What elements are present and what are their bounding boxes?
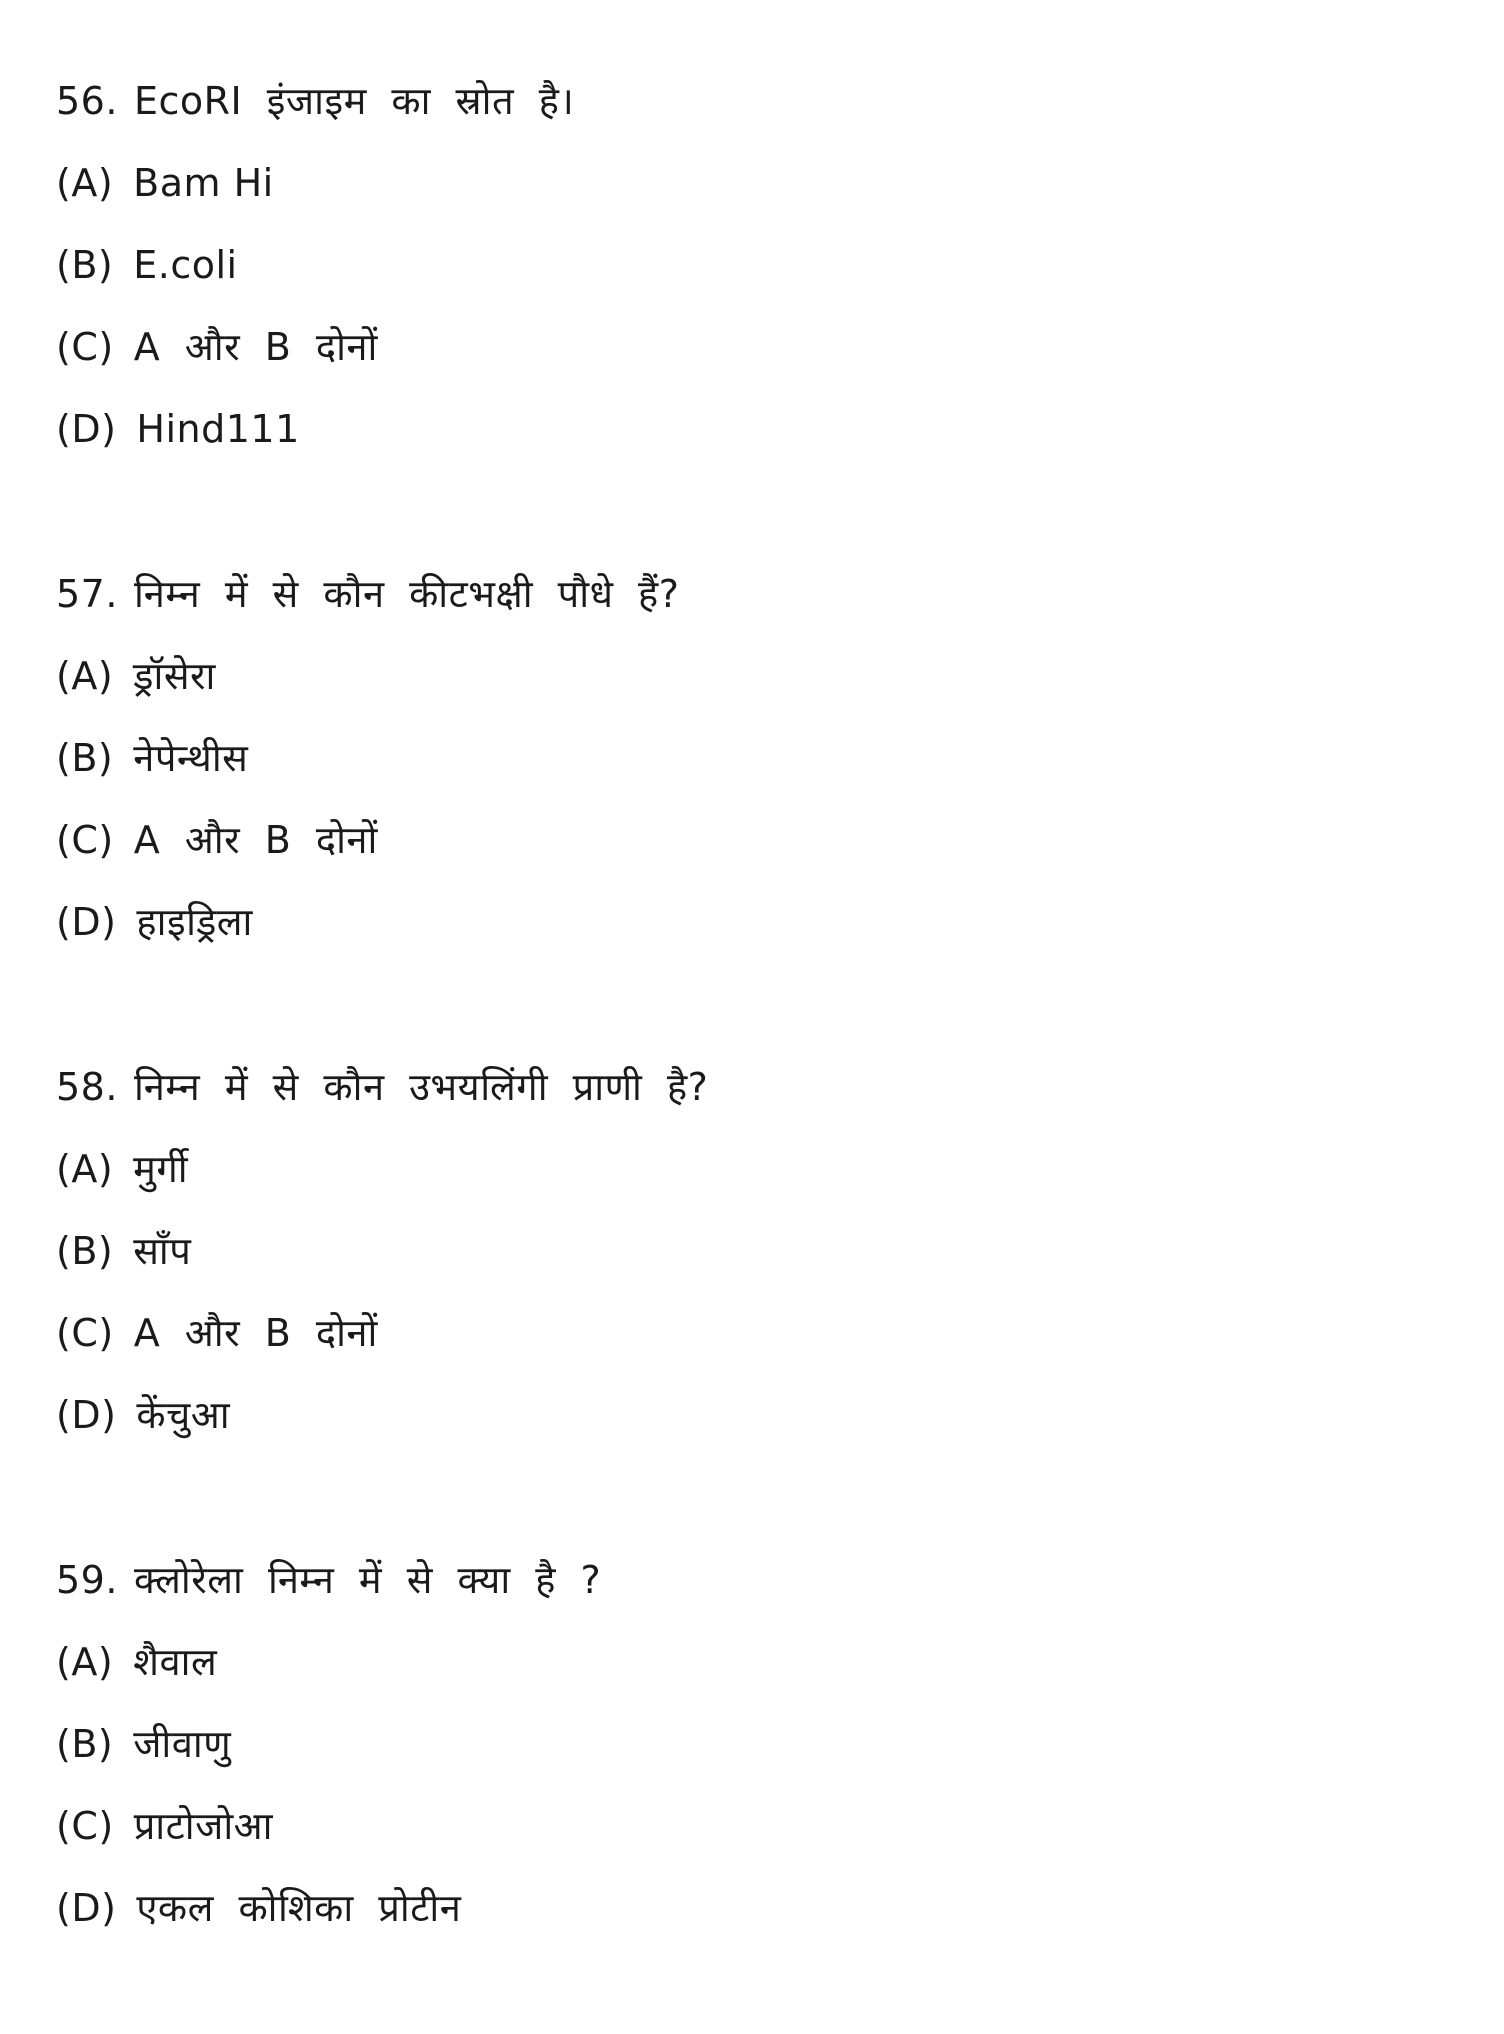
option-b	[56, 717, 1436, 799]
option-label: (D)	[56, 1393, 117, 1437]
option-text: Bam Hi	[133, 161, 274, 205]
question-56	[56, 60, 1436, 470]
option-text: A और B दोनों	[133, 1311, 378, 1355]
option-label: (A)	[56, 1147, 114, 1191]
question-text: निम्न में से कौन कीटभक्षी पौधे हैं?	[133, 572, 680, 616]
option-text: मुर्गी	[133, 1147, 189, 1191]
question-number: 56.	[56, 79, 118, 123]
option-b	[56, 224, 1436, 306]
question-text: क्लोरेला निम्न में से क्या है ?	[133, 1558, 602, 1602]
option-label: (A)	[56, 654, 114, 698]
option-a	[56, 142, 1436, 224]
option-text: नेपेन्थीस	[133, 736, 249, 780]
option-b	[56, 1210, 1436, 1292]
option-label: (B)	[56, 243, 114, 287]
option-a	[56, 635, 1436, 717]
question-number: 58.	[56, 1065, 118, 1109]
option-text: साँप	[133, 1229, 192, 1273]
option-text: प्राटोजोआ	[133, 1804, 274, 1848]
option-text: A और B दोनों	[133, 325, 378, 369]
question-text-line	[56, 1539, 1436, 1621]
question-number: 59.	[56, 1558, 118, 1602]
option-text: A और B दोनों	[133, 818, 378, 862]
question-text: EcoRI इंजाइम का स्रोत है।	[133, 79, 575, 123]
option-d	[56, 881, 1436, 963]
question-text-line	[56, 1046, 1436, 1128]
question-59	[56, 1539, 1436, 1949]
option-label: (C)	[56, 818, 114, 862]
question-text: निम्न में से कौन उभयलिंगी प्राणी है?	[133, 1065, 709, 1109]
option-label: (D)	[56, 1886, 117, 1930]
option-label: (A)	[56, 1640, 114, 1684]
option-label: (B)	[56, 1722, 114, 1766]
option-label: (C)	[56, 1804, 114, 1848]
option-label: (B)	[56, 736, 114, 780]
option-text: हाइड्रिला	[136, 900, 253, 944]
option-label: (D)	[56, 900, 117, 944]
option-d	[56, 1374, 1436, 1456]
question-57	[56, 553, 1436, 963]
option-label: (A)	[56, 161, 114, 205]
option-text: केंचुआ	[136, 1393, 231, 1437]
option-c	[56, 1292, 1436, 1374]
question-58	[56, 1046, 1436, 1456]
option-d	[56, 388, 1436, 470]
option-label: (D)	[56, 407, 117, 451]
question-number: 57.	[56, 572, 118, 616]
option-text: एकल कोशिका प्रोटीन	[136, 1886, 462, 1930]
question-text-line	[56, 553, 1436, 635]
option-b	[56, 1703, 1436, 1785]
option-text: जीवाणु	[133, 1722, 232, 1766]
option-a	[56, 1128, 1436, 1210]
option-c	[56, 1785, 1436, 1867]
option-text: Hind111	[136, 407, 300, 451]
option-c	[56, 306, 1436, 388]
option-c	[56, 799, 1436, 881]
option-text: ड्रॉसेरा	[133, 654, 216, 698]
option-label: (B)	[56, 1229, 114, 1273]
option-text: E.coli	[133, 243, 238, 287]
option-text: शैवाल	[133, 1640, 218, 1684]
option-a	[56, 1621, 1436, 1703]
option-label: (C)	[56, 1311, 114, 1355]
option-d	[56, 1867, 1436, 1949]
option-label: (C)	[56, 325, 114, 369]
question-text-line	[56, 60, 1436, 142]
